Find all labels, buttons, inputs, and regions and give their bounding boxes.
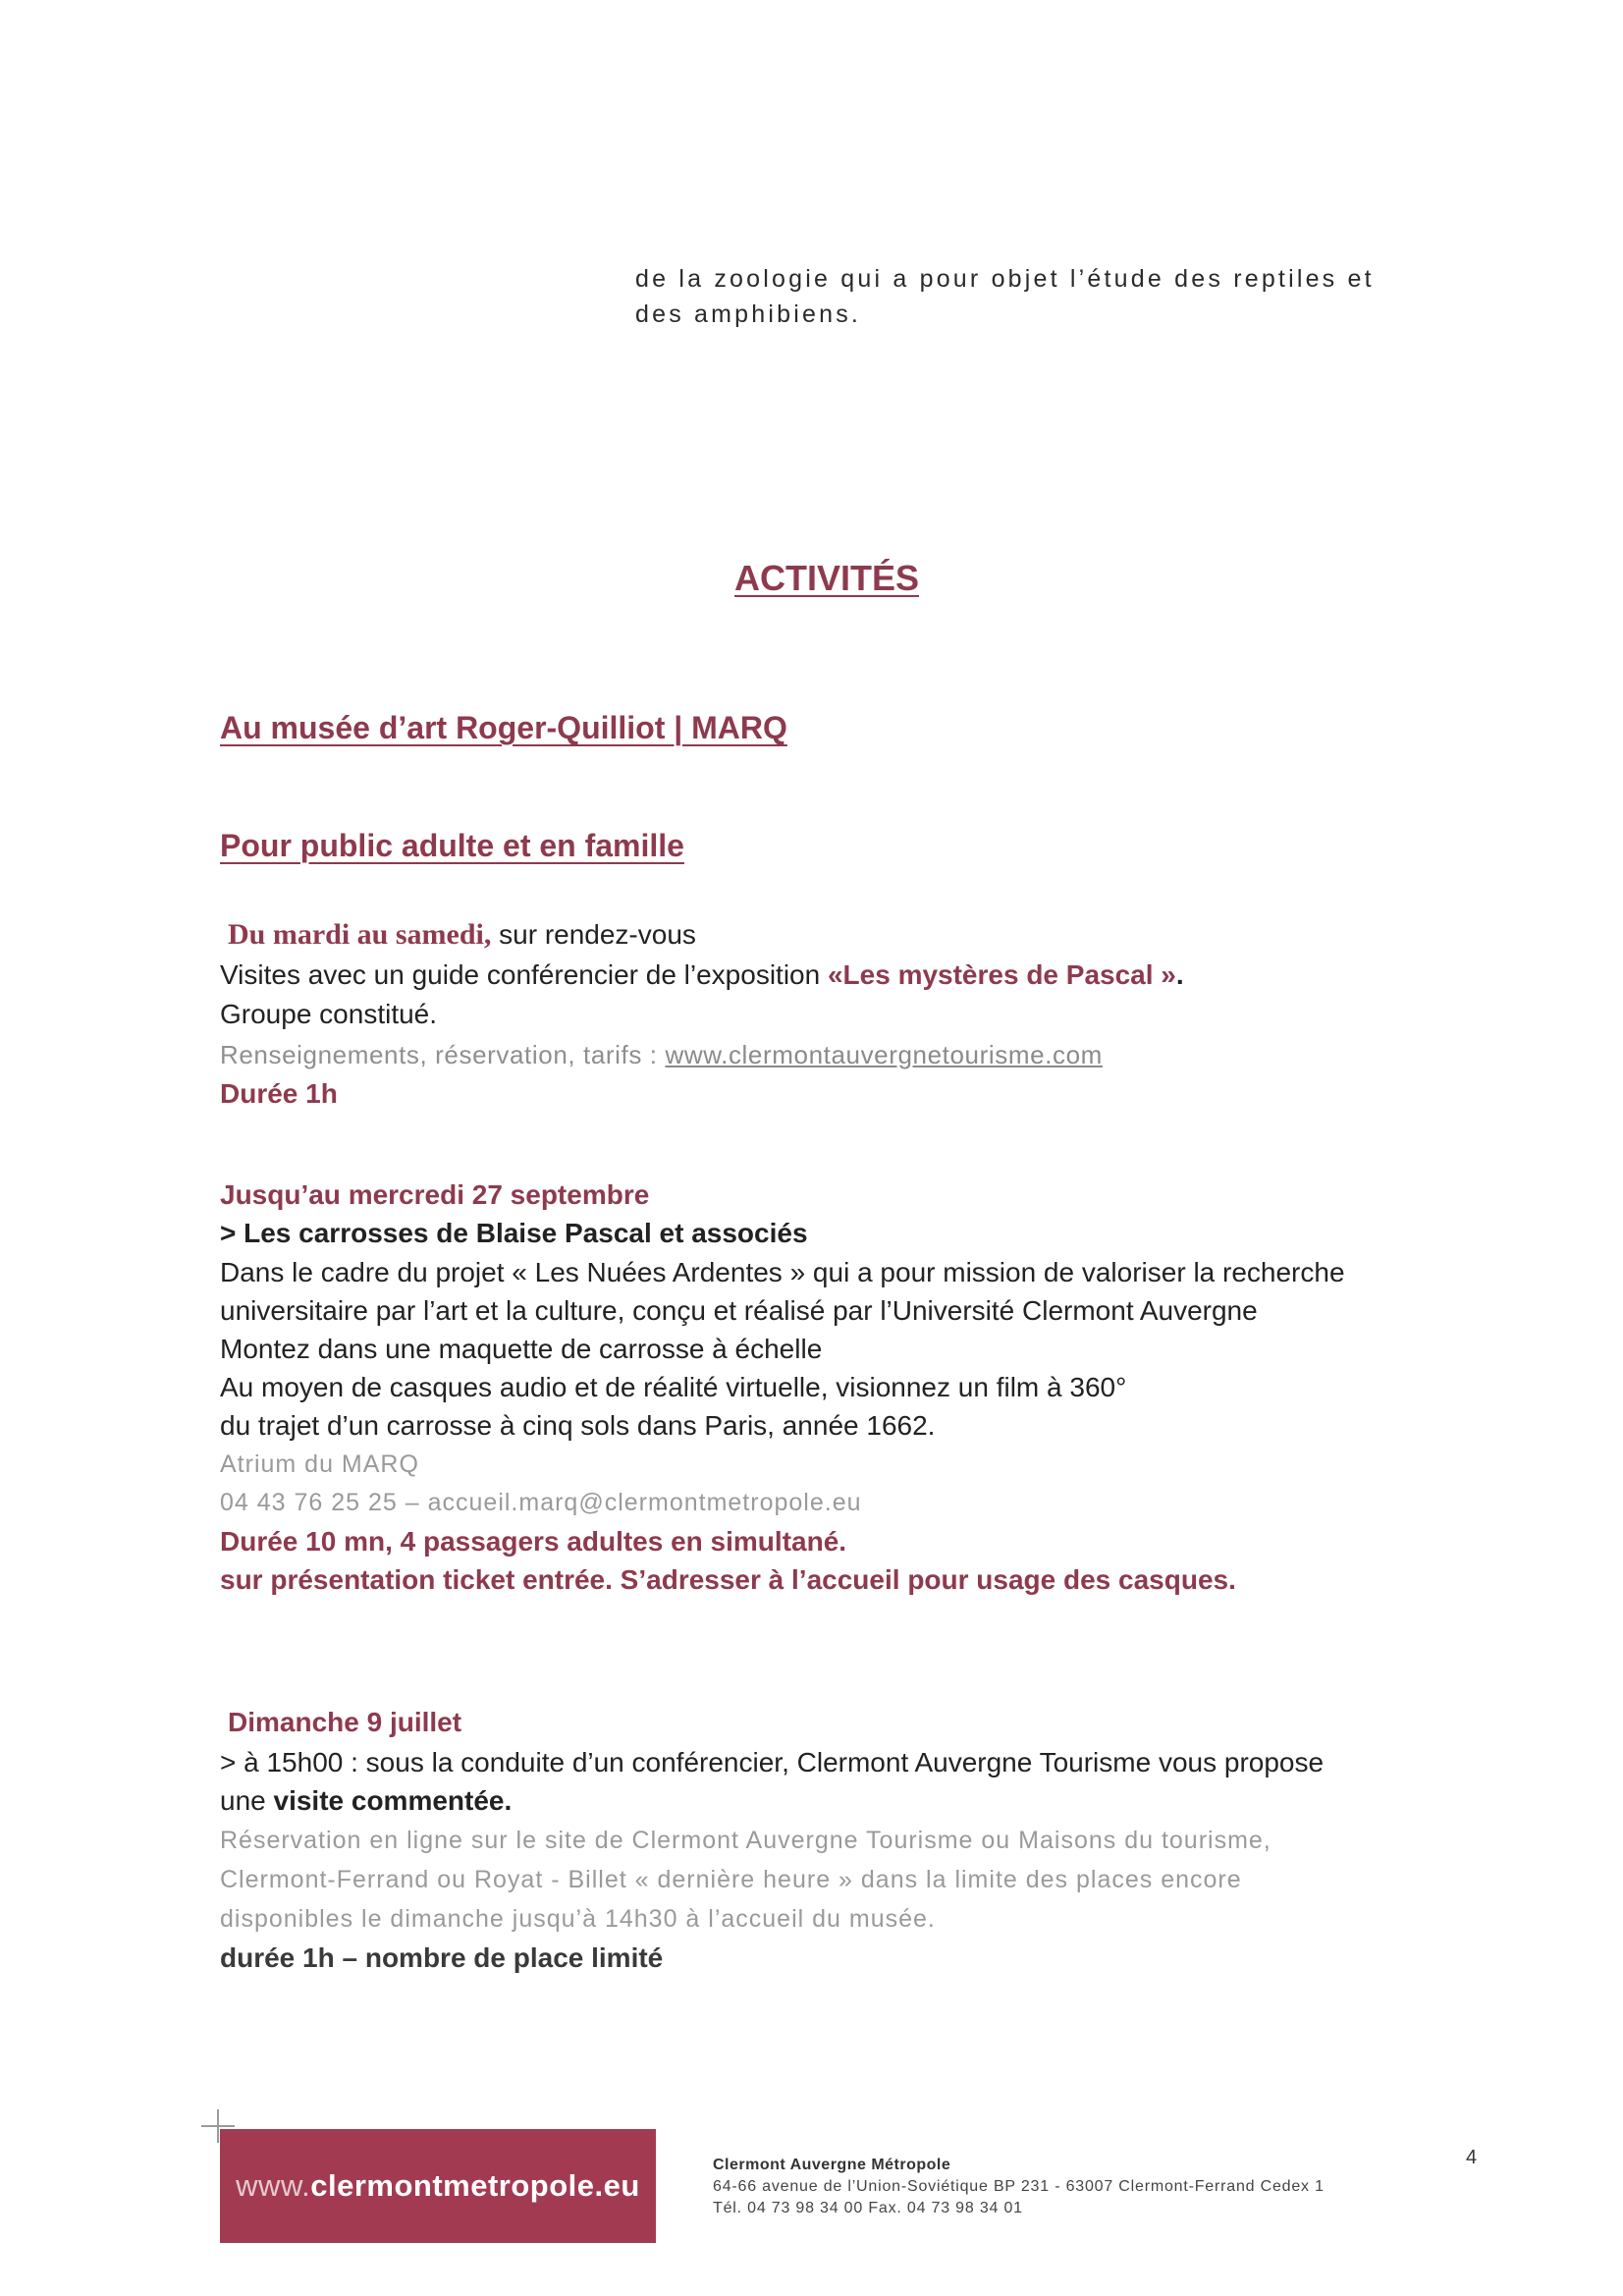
page-number: 4 bbox=[1466, 2147, 1478, 2168]
block1-visit-post: . bbox=[1175, 959, 1184, 990]
block3-info-1: Réservation en ligne sur le site de Clermont Auvergne Tourisme ou Maisons du tourisme, bbox=[220, 1827, 1271, 1854]
footer-phone: Tél. 04 73 98 34 00 Fax. 04 73 98 34 01 bbox=[713, 2200, 1023, 2216]
block2-contact: 04 43 76 25 25 – accueil.marq@clermontmetropole.eu bbox=[220, 1489, 862, 1516]
block2-desc-1: Dans le cadre du projet « Les Nuées Ardentes » qui a pour mission de valoriser la recherche bbox=[220, 1257, 1345, 1287]
venue-heading: Au musée d’art Roger-Quilliot | MARQ bbox=[220, 710, 787, 745]
block3-info-3: disponibles le dimanche jusqu’à 14h30 à l’accueil du musée. bbox=[220, 1905, 936, 1933]
block2-desc-4: Au moyen de casques audio et de réalité virtuelle, visionnez un film à 360° bbox=[220, 1372, 1127, 1402]
block3-duration: durée 1h – nombre de place limité bbox=[220, 1942, 664, 1973]
block1-when-line bbox=[228, 915, 696, 954]
block3-guided-visit: visite commentée. bbox=[273, 1785, 513, 1816]
intro-line-1: de la zoologie qui a pour objet l’étude des reptiles et bbox=[635, 265, 1375, 293]
banner-domain: clermontmetropole.eu bbox=[310, 2168, 640, 2203]
block1-visit-line bbox=[220, 956, 1184, 994]
block2-desc-5: du trajet d’un carrosse à cinq sols dans Paris, année 1662. bbox=[220, 1410, 936, 1441]
block1-group-line: Groupe constitué. bbox=[220, 999, 438, 1029]
block2-desc-2: universitaire par l’art et la culture, conçu et réalisé par l’Université Clermont Auvergne bbox=[220, 1295, 1258, 1326]
block2-place: Atrium du MARQ bbox=[220, 1450, 419, 1478]
footer-contact-info bbox=[713, 2155, 1325, 2219]
block1-duration: Durée 1h bbox=[220, 1078, 338, 1109]
intro-line-2: des amphibiens. bbox=[635, 301, 862, 328]
page-title: ACTIVITÉS bbox=[734, 558, 920, 598]
block1-info-label: Renseignements, réservation, tarifs : bbox=[220, 1040, 666, 1069]
banner-www: www. bbox=[236, 2168, 311, 2203]
footer-org-name: Clermont Auvergne Métropole bbox=[713, 2157, 951, 2173]
block1-when-rest: sur rendez-vous bbox=[491, 919, 696, 950]
footer-address: 64-66 avenue de l’Union-Soviétique BP 231 - 63007 Clermont-Ferrand Cedex 1 bbox=[713, 2178, 1325, 2195]
block3-info-2: Clermont-Ferrand ou Royat - Billet « dernière heure » dans la limite des places encore bbox=[220, 1866, 1242, 1893]
block1-visit-pre: Visites avec un guide conférencier de l’exposition bbox=[220, 959, 828, 990]
block1-info-line bbox=[220, 1036, 1103, 1074]
block3-when: Dimanche 9 juillet bbox=[228, 1707, 462, 1737]
block2-title: > Les carrosses de Blaise Pascal et associés bbox=[220, 1218, 808, 1248]
block2-desc-3: Montez dans une maquette de carrosse à échelle bbox=[220, 1334, 823, 1364]
intro-text bbox=[635, 261, 1421, 332]
tourism-website-link[interactable]: www.clermontauvergnetourisme.com bbox=[665, 1040, 1103, 1069]
block2-when: Jusqu’au mercredi 27 septembre bbox=[220, 1179, 650, 1210]
block2-duration: Durée 10 mn, 4 passagers adultes en simultané. bbox=[220, 1526, 847, 1557]
block2-note: sur présentation ticket entrée. S’adresser à l’accueil pour usage des casques. bbox=[220, 1564, 1236, 1595]
block1-when: Du mardi au samedi, bbox=[228, 918, 492, 951]
block3-line-2 bbox=[220, 1781, 512, 1820]
block3-line-2-pre: une bbox=[220, 1785, 274, 1816]
block3-line-1: > à 15h00 : sous la conduite d’un conférencier, Clermont Auvergne Tourisme vous propose bbox=[220, 1747, 1325, 1777]
audience-heading: Pour public adulte et en famille bbox=[220, 828, 684, 863]
footer-website-banner[interactable] bbox=[220, 2129, 656, 2243]
block1-exhibition-name: «Les mystères de Pascal » bbox=[827, 959, 1176, 990]
